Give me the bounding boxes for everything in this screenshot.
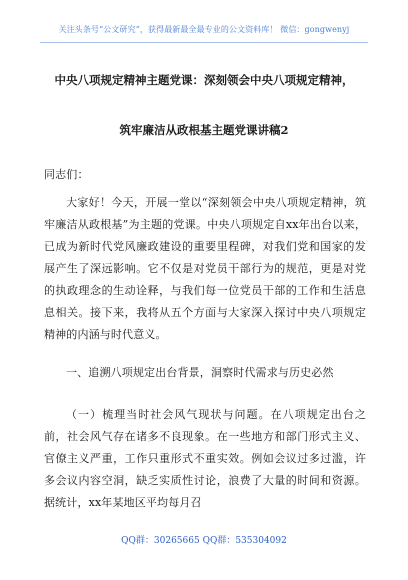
paragraph-subsection-1: （一）梳理当时社会风气现状与问题。在八项规定出台之前，社会风气存在诸多不良现象。在一些地方和部门形式主义、官僚主义严重，工作只重形式不重实效。例如会议过多过滥，许多会议内容空洞，缺乏实质性讨论，浪费了大量的时间和资源。据统计，xx年某地区平均每月召	[44, 408, 366, 509]
greeting: 同志们：	[44, 168, 89, 181]
paragraph-intro: 大家好！今天，开展一堂以“深刻领会中央八项规定精神，筑牢廉洁从政根基”为主题的党课。中央八项规定自xx年出台以来，已成为新时代党风廉政建设的重要里程碑，对我们党和国家的发展产生了深远影响。它不仅是对党员干部行为的规范，更是对党的执政理念的生动诠释，与我们每一位党员干部的工作和生活息息相关。接下来，我将从五个方面与大家深入探讨中央八项规定精神的内涵与时代意义。	[44, 196, 366, 341]
document-title-line-1: 中央八项规定精神主题党课：深刻领会中央八项规定精神，	[54, 73, 354, 87]
section-heading-1: 一、追溯八项规定出台背景，洞察时代需求与历史必然	[66, 366, 334, 379]
footer-qq-groups: QQ群：30265665 QQ群：535304092	[121, 536, 287, 546]
document-title-line-2: 筑牢廉洁从政根基主题党课讲稿2	[119, 123, 289, 137]
header-promo-note: 关注头条号“公文研究”，获得最新最全最专业的公文资料库！ 微信：gongwenyj	[58, 25, 350, 34]
header-divider	[40, 42, 368, 43]
